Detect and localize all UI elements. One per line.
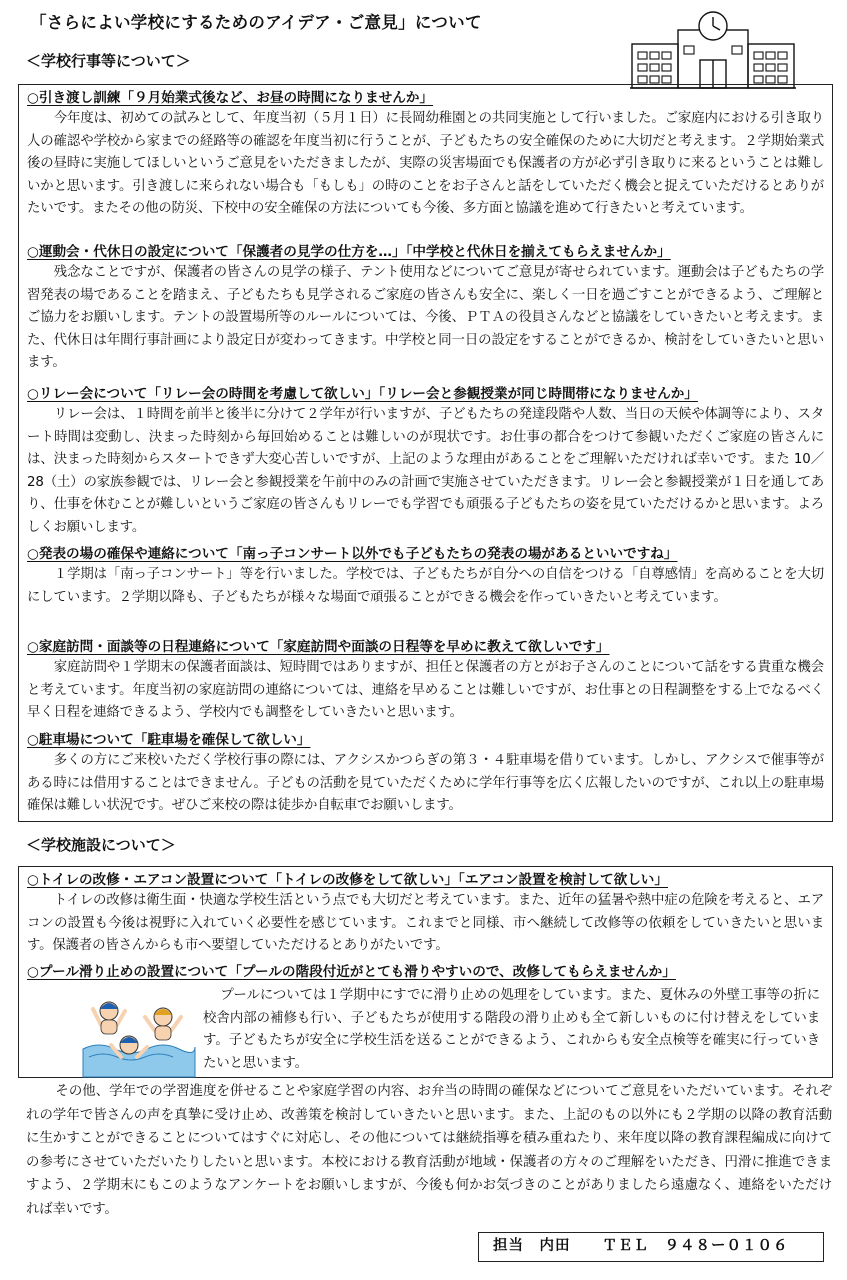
events-box xyxy=(18,84,833,822)
item-toilet-aircon xyxy=(27,871,824,958)
item-body: リレー会は、１時間を前半と後半に分けて２学年が行いますが、子どもたちの発達段階や人数、当日の天候や体調等により、スタート時間は変動し、決まった時刻から毎回始めることは難しいのが現状です。お仕事の都合をつけて参観いただくご家庭の皆さんには、決まった時刻からスタートできず大変心苦しいですが、上記のような理由があることをご理解いただければ幸いです。また 10／28（土）の家族参観では、リレー会と参観授業を午前中のみの計画で実施させていただきます。リレー会と参観授業が１日を通してあり、仕事を休むことが難しいというご家庭の皆さんもリレーでも学習でも頑張る子どもたちの姿を見ていただけるかと思います。よろしくお願いします。 xyxy=(27,407,824,535)
item-heading: ○引き渡し訓練「９月始業式後など、お昼の時間になりませんか」 xyxy=(27,90,434,106)
contact-person: 担当 内田 xyxy=(493,1238,571,1254)
item-heading: ○運動会・代休日の設定について「保護者の見学の仕方を…」「中学校と代休日を揃えてもらえませんか」 xyxy=(27,244,671,260)
item-body: 残念なことですが、保護者の皆さんの見学の様子、テント使用などについてご意見が寄せられています。運動会は子どもたちの学習発表の場であることを踏まえ、子どもたちも見学されるご家庭の皆さんも安全に、楽しく一日を過ごすことができるよう、ご理解とご協力をお願いします。テントの設置場所等のルールについては、今後、ＰＴＡの役員さんなどと協議をしていきたいと考えます。また、代休日は年間行事計画により設定日が変わってきます。中学校と同一日の設定をすることができるか、検討をしていきたいと思います。 xyxy=(27,265,824,371)
item-body: １学期は「南っ子コンサート」等を行いました。学校では、子どもたちが自分への自信をつける「自尊感情」を高めることを大切にしています。２学期以降も、子どもたちが様々な場面で頑張ることができる機会を作っていきたいと考えています。 xyxy=(27,567,824,605)
page-title: 「さらによい学校にするためのアイデア・ご意見」について xyxy=(30,13,482,32)
item-presentation xyxy=(27,545,824,609)
item-pool-nonslip xyxy=(27,963,824,982)
item-heading: ○発表の場の確保や連絡について「南っ子コンサート以外でも子どもたちの発表の場があるといいですね」 xyxy=(27,546,678,562)
item-relay xyxy=(27,385,824,540)
item-home-visit xyxy=(27,638,824,725)
item-body: トイレの改修は衛生面・快適な学校生活という点でも大切だと考えています。また、近年の猛暑や熱中症の危険を考えると、エアコンの設置も今後は視野に入れていく必要性を感じています。これまでと同様、市へ継続して改修等の依頼をしていきたいと思います。保護者の皆さんからも市へ要望していただけるとありがたいです。 xyxy=(27,893,824,954)
item-heading: ○駐車場について「駐車場を確保して欲しい」 xyxy=(27,732,311,748)
item-heading: ○家庭訪問・面談等の日程連絡について「家庭訪問や面談の日程等を早めに教えて欲しいです」 xyxy=(27,639,610,655)
closing-paragraph: その他、学年での学習進度を併せることや家庭学習の内容、お弁当の時間の確保などについてご意見をいただいています。それぞれの学年で皆さんの声を真摯に受け止め、改善策を検討していきたいと思います。また、上記のもの以外にも２学期の以降の教育活動に生かすことができることについてはすぐに対応し、その他については継続指導を積み重ねたり、来年度以降の教育課程編成に向けての参考にさせていただいたりしたいと思います。本校における教育活動が地域・保護者の方々のご理解をいただき、円滑に推進できますよう、２学期末にもこのようなアンケートをお願いしますが、今後も何かお気づきのことがありましたら遠慮なく、連絡をいただければ幸いです。 xyxy=(26,1084,832,1217)
item-parking xyxy=(27,731,824,818)
section-heading-facilities: ＜学校施設について＞ xyxy=(26,836,176,854)
item-body: プールについては１学期中にすでに滑り止めの処理をしています。また、夏休みの外壁工事等の折に校舎内部の補修も行い、子どもたちが使用する階段の滑り止めも全て新しいものに付け替えをしています。子どもたちが安全に学校生活を送ることができるよう、これからも安全点検等を確実に行っていきたいと思います。 xyxy=(203,988,820,1071)
item-body: 今年度は、初めての試みとして、年度当初（５月１日）に長岡幼稚園との共同実施として行いました。ご家庭内における引き取り人の確認や学校から家までの経路等の確認を年度当初に行うことが、子どもたちの安全確保のために大切だと考えます。２学期始業式後の昼時に実施してほしいというご意見をいただきましたが、実際の災害場面でも保護者の方が必ず引き取りに来るということは難しいかと思います。引き渡しに来られない場合も「もしも」の時のことをお子さんと話をしていただく機会と捉えていただけるとありがたいです。またその他の防災、下校中の安全確保の方法についても今後、多方面と協議を進めて行きたいと考えています。 xyxy=(27,111,824,217)
contact-tel: ＴＥＬ ９４８ー０１０６ xyxy=(602,1238,789,1254)
facilities-box xyxy=(18,866,833,1078)
school-building-icon xyxy=(628,8,798,92)
section-heading-events: ＜学校行事等について＞ xyxy=(26,52,191,70)
item-body: 家庭訪問や１学期末の保護者面談は、短時間ではありますが、担任と保護者の方とがお子さんのことについて話をする貴重な機会と考えています。年度当初の家庭訪問の連絡については、連絡を早めることは難しいですが、お仕事との日程調整をする上でなるべく早く日程を連絡できるよう、学校内でも調整をしていきたいと思います。 xyxy=(27,660,824,721)
item-body: 多くの方にご来校いただく学校行事の際には、アクシスかつらぎの第３・４駐車場を借りています。しかし、アクシスで催事等がある時には借用することはできません。子どもの活動を見ていただくために学年行事等を広く広報したいのですが、これ以上の駐車場確保は難しい状況です。ぜひご来校の際は徒歩か自転車でお願いします。 xyxy=(27,753,824,814)
item-heading: ○プール滑り止めの設置について「プールの階段付近がとても滑りやすいので、改修してもらえませんか」 xyxy=(27,964,676,980)
item-sports-day xyxy=(27,243,824,375)
children-swimming-icon xyxy=(79,991,197,1079)
item-handover-drill xyxy=(27,89,824,221)
item-heading: ○トイレの改修・エアコン設置について「トイレの改修をして欲しい」「エアコン設置を検討して欲しい」 xyxy=(27,872,668,888)
item-heading: ○リレー会について「リレー会の時間を考慮して欲しい」「リレー会と参観授業が同じ時間帯になりませんか」 xyxy=(27,386,698,402)
contact-box xyxy=(478,1232,824,1262)
